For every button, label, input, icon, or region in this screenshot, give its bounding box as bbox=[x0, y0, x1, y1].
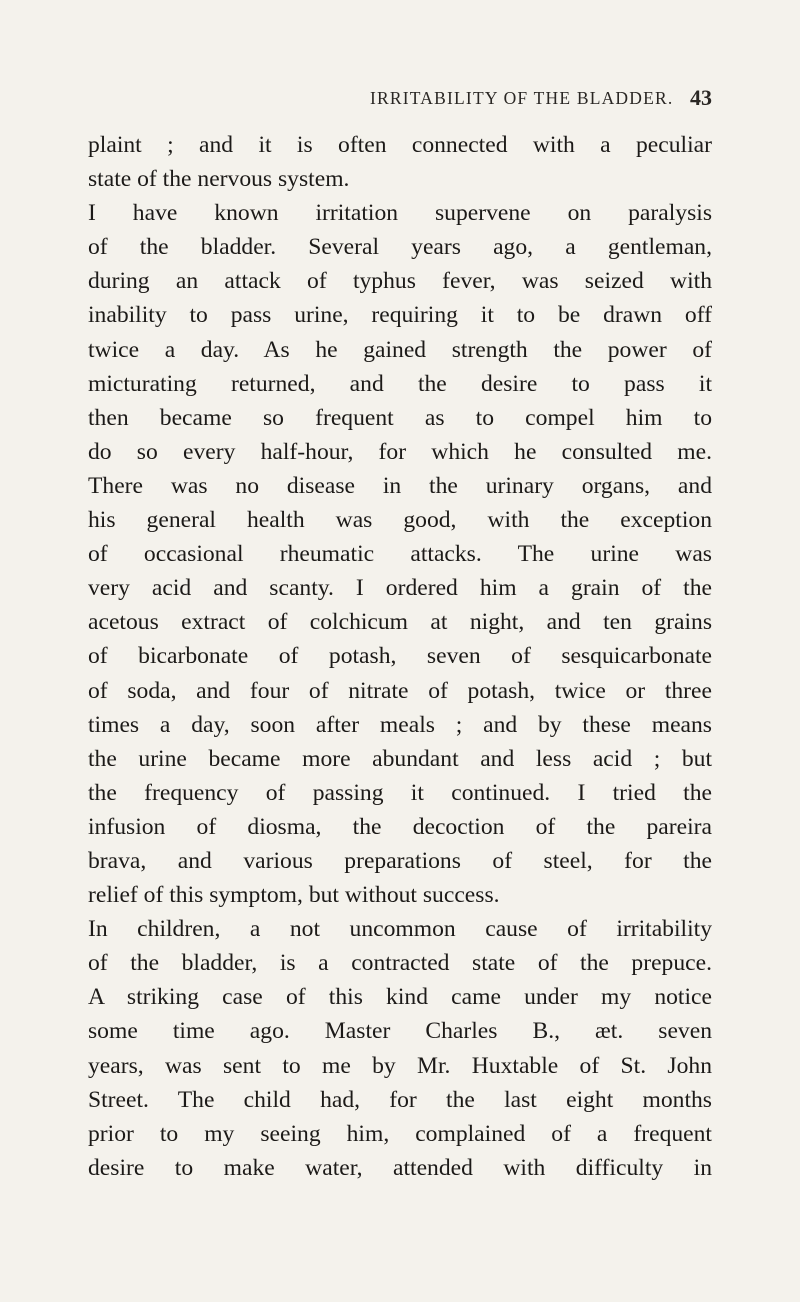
text-line: his general health was good, with the exception bbox=[88, 507, 712, 534]
text-line: infusion of diosma, the decoction of the pareira bbox=[88, 813, 712, 840]
text-line: do so every half-hour, for which he consulted me. bbox=[88, 438, 712, 465]
text-line: In children, a not uncommon cause of irritability bbox=[88, 916, 712, 943]
text-line: of the bladder, is a contracted state of the prepuce. bbox=[88, 950, 712, 977]
text-line: desire to make water, attended with difficulty in bbox=[88, 1154, 712, 1181]
text-line: I have known irritation supervene on paralysis bbox=[88, 200, 712, 227]
text-line: inability to pass urine, requiring it to be drawn off bbox=[88, 302, 712, 329]
text-line: during an attack of typhus fever, was seized with bbox=[88, 268, 712, 295]
text-line: then became so frequent as to compel him to bbox=[88, 404, 712, 431]
text-line: micturating returned, and the desire to pass it bbox=[88, 370, 712, 397]
text-line: of soda, and four of nitrate of potash, twice or three bbox=[88, 677, 712, 704]
running-head bbox=[88, 85, 712, 118]
text-line: very acid and scanty. I ordered him a grain of the bbox=[88, 575, 712, 602]
text-line: of the bladder. Several years ago, a gentleman, bbox=[88, 234, 712, 261]
text-line: relief of this symptom, but without success. bbox=[88, 882, 500, 909]
text-line: of occasional rheumatic attacks. The urine was bbox=[88, 541, 712, 568]
text-line: A striking case of this kind came under my notice bbox=[88, 984, 712, 1011]
text-line: some time ago. Master Charles B., æt. seven bbox=[88, 1018, 712, 1045]
text-line: prior to my seeing him, complained of a frequent bbox=[88, 1120, 712, 1147]
text-line: There was no disease in the urinary organs, and bbox=[88, 472, 712, 499]
text-line: acetous extract of colchicum at night, and ten grains bbox=[88, 609, 712, 636]
text-line: the urine became more abundant and less acid ; but bbox=[88, 745, 712, 772]
text-line: of bicarbonate of potash, seven of sesquicarbonate bbox=[88, 643, 712, 670]
text-line: plaint ; and it is often connected with a peculiar bbox=[88, 132, 712, 158]
text-line: twice a day. As he gained strength the power of bbox=[88, 336, 712, 363]
running-title: IRRITABILITY OF THE BLADDER. bbox=[370, 88, 674, 108]
page-number: 43 bbox=[690, 85, 712, 110]
text-line: years, was sent to me by Mr. Huxtable of St. John bbox=[88, 1052, 712, 1079]
text-line: Street. The child had, for the last eight months bbox=[88, 1086, 712, 1113]
text-line: state of the nervous system. bbox=[88, 166, 350, 193]
text-line: brava, and various preparations of steel, for the bbox=[88, 847, 712, 874]
text-line: the frequency of passing it continued. I tried the bbox=[88, 779, 712, 806]
body-text bbox=[88, 128, 712, 1185]
text-line: times a day, soon after meals ; and by these means bbox=[88, 711, 712, 738]
